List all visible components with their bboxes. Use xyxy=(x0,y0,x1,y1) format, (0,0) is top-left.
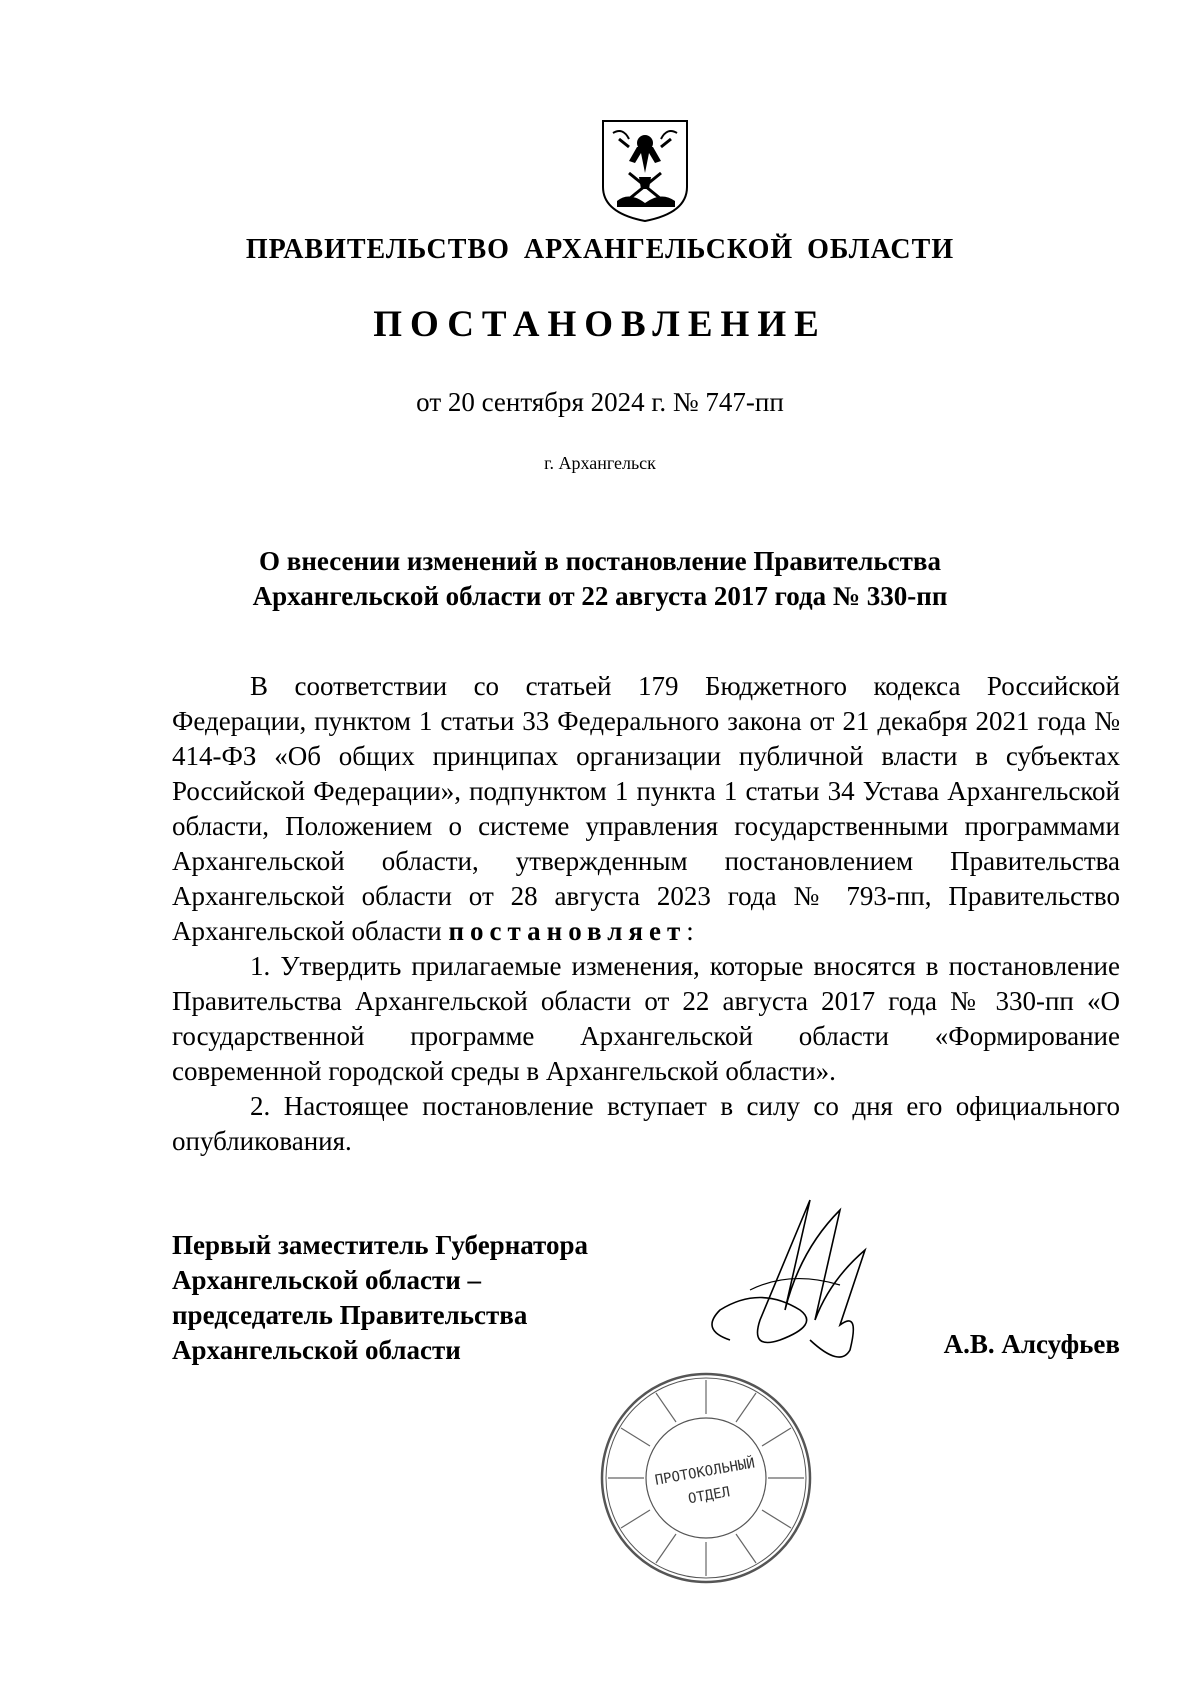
stamp-center-line-1: ПРОТОКОЛЬНЫЙ xyxy=(653,1455,757,1489)
subject-line-1: О внесении изменений в постановление Правительства xyxy=(259,546,941,576)
document-body xyxy=(172,669,1120,1159)
government-title: ПРАВИТЕЛЬСТВО АРХАНГЕЛЬСКОЙ ОБЛАСТИ xyxy=(245,234,955,265)
signer-line-3: председатель Правительства xyxy=(172,1300,528,1330)
resolves-punctuation: : xyxy=(686,916,694,946)
signer-line-4: Архангельской области xyxy=(172,1335,461,1365)
item-2-paragraph: 2. Настоящее постановление вступает в силу со дня его официального опубликования. xyxy=(172,1091,1120,1156)
resolves-word: постановляет xyxy=(448,916,687,946)
preamble-text: В соответствии со статьей 179 Бюджетного кодекса Российской Федерации, пунктом 1 статьи 33 Федерального закона от 21 декабря 2021 года № 414-ФЗ «Об общих принципах организации публичной власти в субъектах Российской Федерации», подпунктом 1 пункта 1 статьи 34 Устава Архангельской области, Положением о системе управления государственными программами Архангельской области, утвержденным постановлением Правительства Архангельской области от 28 августа 2023 года № 793-пп, Правительство Архангельской области xyxy=(172,671,1120,946)
subject-line-2: Архангельской области от 22 августа 2017 года № 330-пп xyxy=(252,581,948,611)
signer-line-1: Первый заместитель Губернатора xyxy=(172,1230,588,1260)
document-subject xyxy=(0,544,1200,614)
item-1-paragraph: 1. Утвердить прилагаемые изменения, которые вносятся в постановление Правительства Архангельской области от 22 августа 2017 года № 330-пп «О государственной программе Архангельской области «Формирование современной городской среды в Архангельской области». xyxy=(172,951,1120,1086)
stamp-center-line-2: ОТДЕЛ xyxy=(686,1484,732,1508)
signer-line-2: Архангельской области – xyxy=(172,1265,482,1295)
coat-of-arms-emblem xyxy=(599,117,691,223)
preamble-paragraph xyxy=(172,669,1120,949)
round-stamp xyxy=(596,1368,816,1588)
city: г. Архангельск xyxy=(544,453,656,473)
signer-position xyxy=(172,1228,732,1368)
date-and-number: от 20 сентября 2024 г. № 747-пп xyxy=(416,387,784,417)
document-type: ПОСТАНОВЛЕНИЕ xyxy=(373,304,827,345)
handwritten-signature xyxy=(690,1190,890,1370)
signer-name: А.В. Алсуфьев xyxy=(943,1329,1120,1359)
